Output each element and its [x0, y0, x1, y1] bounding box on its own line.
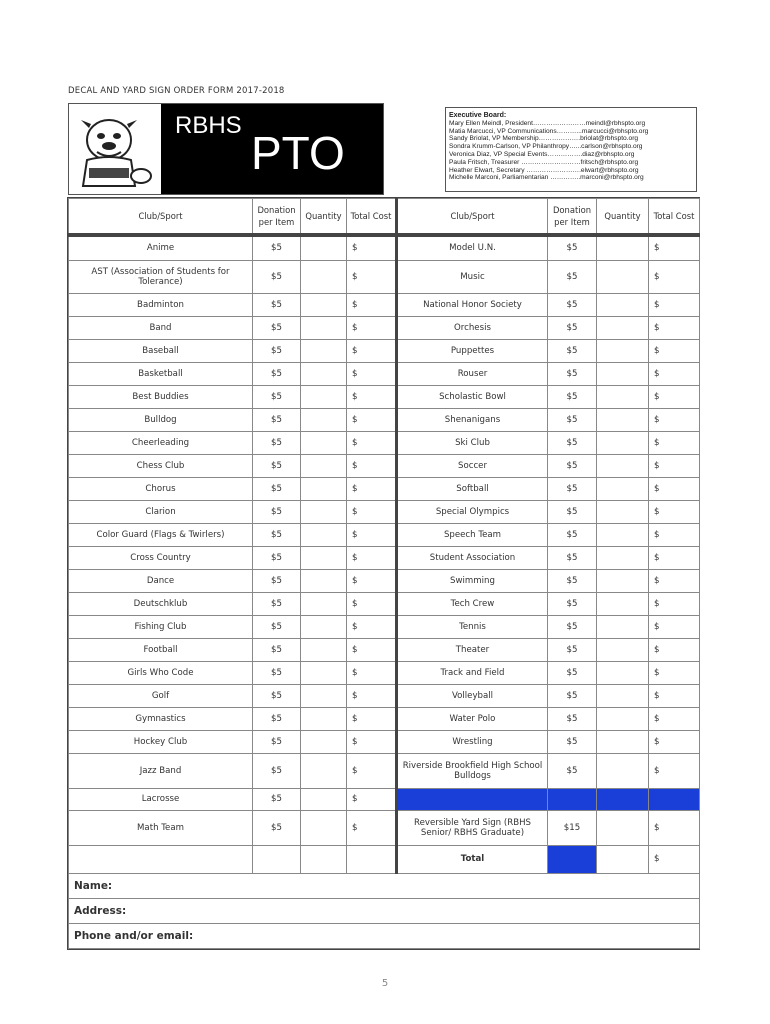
donation-price: $5 — [548, 615, 597, 638]
quantity-input[interactable] — [597, 661, 649, 684]
donation-price: $5 — [548, 523, 597, 546]
donation-price: $5 — [548, 235, 597, 260]
club-name: Scholastic Bowl — [397, 385, 548, 408]
total-cost-cell[interactable]: $ — [649, 615, 700, 638]
table-row — [69, 362, 700, 385]
club-name: Water Polo — [397, 707, 548, 730]
table-row — [69, 707, 700, 730]
table-row — [69, 408, 700, 431]
logo-banner — [161, 104, 383, 194]
quantity-input[interactable] — [597, 523, 649, 546]
quantity-input[interactable] — [597, 477, 649, 500]
donation-price: $5 — [253, 454, 301, 477]
club-name: National Honor Society — [397, 293, 548, 316]
total-cost-cell[interactable]: $ — [347, 638, 397, 661]
quantity-input[interactable] — [301, 810, 347, 845]
highlight-cell — [548, 788, 597, 810]
total-cost-cell[interactable]: $ — [347, 500, 397, 523]
club-name: Jazz Band — [69, 753, 253, 788]
quantity-input[interactable] — [301, 523, 347, 546]
donation-price: $5 — [253, 615, 301, 638]
club-name: Badminton — [69, 293, 253, 316]
quantity-input[interactable] — [597, 615, 649, 638]
total-cost-cell[interactable]: $ — [347, 730, 397, 753]
total-cost-cell[interactable]: $ — [649, 684, 700, 707]
board-member-line: Michelle Marconi, Parliamentarian …………..marconi@rbhspto.org — [449, 174, 644, 182]
club-name: Clarion — [69, 500, 253, 523]
table-row — [69, 523, 700, 546]
total-row — [69, 845, 700, 873]
total-cost-cell[interactable]: $ — [649, 592, 700, 615]
donation-price: $5 — [253, 385, 301, 408]
donation-price: $5 — [548, 260, 597, 293]
donation-price: $15 — [548, 810, 597, 845]
quantity-input[interactable] — [301, 316, 347, 339]
total-cost-cell[interactable]: $ — [649, 235, 700, 260]
table-row — [69, 592, 700, 615]
club-name: Girls Who Code — [69, 661, 253, 684]
club-name: Orchesis — [397, 316, 548, 339]
quantity-input[interactable] — [597, 684, 649, 707]
quantity-input[interactable] — [301, 546, 347, 569]
board-member-line: Paula Fritsch, Treasurer ………………………fritsch@rbhspto.org — [449, 158, 639, 166]
total-row-blank — [253, 845, 301, 873]
table-row — [69, 684, 700, 707]
donation-price: $5 — [548, 753, 597, 788]
donation-price: $5 — [253, 707, 301, 730]
bulldog-mascot-icon — [75, 110, 157, 190]
table-row — [69, 316, 700, 339]
total-cost-cell[interactable]: $ — [649, 810, 700, 845]
club-name: Swimming — [397, 569, 548, 592]
donation-price: $5 — [253, 684, 301, 707]
quantity-input[interactable] — [597, 707, 649, 730]
contact-row[interactable] — [69, 923, 700, 948]
table-row — [69, 753, 700, 788]
club-name: Puppettes — [397, 339, 548, 362]
donation-price: $5 — [548, 477, 597, 500]
total-cost-cell[interactable]: $ — [347, 684, 397, 707]
donation-price: $5 — [253, 569, 301, 592]
quantity-input[interactable] — [301, 788, 347, 810]
table-row — [69, 810, 700, 845]
total-cost-cell[interactable]: $ — [649, 500, 700, 523]
header-club-right: Club/Sport — [397, 199, 548, 236]
table-row — [69, 500, 700, 523]
total-label: Total — [397, 845, 548, 873]
club-name: Tennis — [397, 615, 548, 638]
quantity-input[interactable] — [301, 753, 347, 788]
club-name: Hockey Club — [69, 730, 253, 753]
total-highlight-cell — [548, 845, 597, 873]
quantity-input[interactable] — [301, 730, 347, 753]
quantity-input[interactable] — [301, 454, 347, 477]
donation-price: $5 — [548, 569, 597, 592]
total-cost-cell[interactable]: $ — [649, 707, 700, 730]
table-row — [69, 293, 700, 316]
club-name: Anime — [69, 235, 253, 260]
total-row-blank — [347, 845, 397, 873]
club-name: Ski Club — [397, 431, 548, 454]
total-cost-cell[interactable]: $ — [649, 408, 700, 431]
total-cost-cell[interactable]: $ — [347, 235, 397, 260]
table-row — [69, 788, 700, 810]
header-donation-left: Donation per Item — [253, 199, 301, 236]
donation-price: $5 — [253, 661, 301, 684]
table-row — [69, 235, 700, 260]
club-name: AST (Association of Students for Tolerance) — [69, 260, 253, 293]
donation-price: $5 — [253, 431, 301, 454]
donation-price: $5 — [548, 661, 597, 684]
table-header-row — [69, 199, 700, 236]
executive-board-title: Executive Board: — [449, 112, 507, 119]
total-cost-cell[interactable]: $ — [347, 523, 397, 546]
total-cost-cell[interactable]: $ — [347, 707, 397, 730]
donation-price: $5 — [548, 339, 597, 362]
donation-price: $5 — [253, 316, 301, 339]
club-name: Golf — [69, 684, 253, 707]
donation-price: $5 — [548, 293, 597, 316]
header-club-left: Club/Sport — [69, 199, 253, 236]
total-cost-cell[interactable]: $ — [347, 788, 397, 810]
donation-price: $5 — [548, 408, 597, 431]
logo-rbhs-text: RBHS — [175, 112, 242, 139]
donation-price: $5 — [253, 235, 301, 260]
highlight-cell — [649, 788, 700, 810]
donation-price: $5 — [548, 546, 597, 569]
total-cost-cell[interactable]: $ — [649, 661, 700, 684]
table-row — [69, 260, 700, 293]
total-cost-cell[interactable]: $ — [347, 316, 397, 339]
donation-price: $5 — [253, 546, 301, 569]
quantity-input[interactable] — [597, 431, 649, 454]
quantity-input[interactable] — [597, 569, 649, 592]
header-quantity-right: Quantity — [597, 199, 649, 236]
donation-price: $5 — [548, 707, 597, 730]
quantity-input[interactable] — [301, 385, 347, 408]
total-cost-cell[interactable]: $ — [347, 431, 397, 454]
quantity-input[interactable] — [301, 431, 347, 454]
quantity-input[interactable] — [597, 385, 649, 408]
club-name: Dance — [69, 569, 253, 592]
quantity-input[interactable] — [301, 477, 347, 500]
rbhs-pto-logo — [68, 103, 384, 195]
quantity-input[interactable] — [597, 260, 649, 293]
page-number: 5 — [381, 978, 389, 989]
address-row[interactable] — [69, 898, 700, 923]
donation-price: $5 — [253, 260, 301, 293]
total-cost-cell[interactable]: $ — [347, 546, 397, 569]
donation-price: $5 — [253, 788, 301, 810]
club-name: Tech Crew — [397, 592, 548, 615]
donation-price: $5 — [548, 454, 597, 477]
club-name: Lacrosse — [69, 788, 253, 810]
donation-price: $5 — [253, 523, 301, 546]
table-row — [69, 569, 700, 592]
club-name: Band — [69, 316, 253, 339]
board-member-line: Sandy Briolat, VP Membership……………….briolat@rbhspto.org — [449, 135, 639, 143]
quantity-input[interactable] — [301, 638, 347, 661]
quantity-input[interactable] — [301, 260, 347, 293]
quantity-input[interactable] — [597, 235, 649, 260]
club-name: Basketball — [69, 362, 253, 385]
table-row — [69, 431, 700, 454]
club-name: Best Buddies — [69, 385, 253, 408]
club-name: Music — [397, 260, 548, 293]
total-cost-cell[interactable]: $ — [347, 615, 397, 638]
donation-price: $5 — [253, 592, 301, 615]
order-rows — [69, 235, 700, 845]
total-cost-cell[interactable]: $ — [347, 385, 397, 408]
donation-price: $5 — [548, 431, 597, 454]
club-name: Deutschklub — [69, 592, 253, 615]
total-cost-cell[interactable]: $ — [649, 477, 700, 500]
total-cost-cell[interactable]: $ — [347, 260, 397, 293]
club-name: Baseball — [69, 339, 253, 362]
total-cost-cell[interactable]: $ — [347, 569, 397, 592]
donation-price: $5 — [253, 500, 301, 523]
club-name: Cross Country — [69, 546, 253, 569]
total-cost-cell[interactable]: $ — [649, 454, 700, 477]
total-cost-cell[interactable]: $ — [347, 661, 397, 684]
total-cost-cell[interactable]: $ — [347, 339, 397, 362]
quantity-input[interactable] — [301, 339, 347, 362]
board-member-line: Mary Ellen Meindl, President……………………meindl@rbhspto.org — [449, 119, 646, 127]
quantity-input[interactable] — [301, 707, 347, 730]
club-name: Wrestling — [397, 730, 548, 753]
board-member-line: Matia Marcucci, VP Communications………...marcucci@rbhspto.org — [449, 127, 649, 135]
club-name: Student Association — [397, 546, 548, 569]
name-field[interactable]: Name: — [69, 873, 700, 898]
donation-price: $5 — [253, 810, 301, 845]
quantity-input[interactable] — [597, 753, 649, 788]
donation-price: $5 — [253, 477, 301, 500]
header-total-left: Total Cost — [347, 199, 397, 236]
header-quantity-left: Quantity — [301, 199, 347, 236]
total-cost-cell[interactable]: $ — [347, 753, 397, 788]
quantity-input[interactable] — [301, 569, 347, 592]
total-cost-cell[interactable]: $ — [649, 385, 700, 408]
total-quantity-cell[interactable] — [597, 845, 649, 873]
header-donation-right: Donation per Item — [548, 199, 597, 236]
donation-price: $5 — [253, 408, 301, 431]
order-form — [67, 197, 700, 950]
donation-price: $5 — [548, 592, 597, 615]
total-cost-cell[interactable]: $ — [347, 408, 397, 431]
quantity-input[interactable] — [301, 235, 347, 260]
total-cost-cell[interactable]: $ — [649, 753, 700, 788]
donation-price: $5 — [548, 638, 597, 661]
quantity-input[interactable] — [597, 362, 649, 385]
quantity-input[interactable] — [597, 408, 649, 431]
club-name: Chorus — [69, 477, 253, 500]
name-row[interactable] — [69, 873, 700, 898]
total-cost-cell[interactable]: $ — [347, 293, 397, 316]
club-name: Football — [69, 638, 253, 661]
club-name: Fishing Club — [69, 615, 253, 638]
club-name: Gymnastics — [69, 707, 253, 730]
executive-board — [445, 107, 697, 192]
total-cost-cell[interactable]: $ — [347, 454, 397, 477]
table-row — [69, 615, 700, 638]
donation-price: $5 — [253, 293, 301, 316]
club-name: Track and Field — [397, 661, 548, 684]
grand-total-cell[interactable]: $ — [649, 845, 700, 873]
total-cost-cell[interactable]: $ — [649, 362, 700, 385]
quantity-input[interactable] — [301, 500, 347, 523]
board-member-line: Sondra Krumm-Carlson, VP Philanthropy…...carlson@rbhspto.org — [449, 143, 643, 151]
quantity-input[interactable] — [597, 316, 649, 339]
logo-pto-text: PTO — [251, 127, 345, 179]
total-cost-cell[interactable]: $ — [649, 293, 700, 316]
quantity-input[interactable] — [301, 592, 347, 615]
club-name: Model U.N. — [397, 235, 548, 260]
form-title: DECAL AND YARD SIGN ORDER FORM 2017-2018 — [68, 86, 285, 96]
total-cost-cell[interactable]: $ — [649, 569, 700, 592]
executive-board-list — [449, 120, 696, 182]
donation-price: $5 — [548, 730, 597, 753]
total-cost-cell[interactable]: $ — [347, 810, 397, 845]
table-row — [69, 454, 700, 477]
header-total-right: Total Cost — [649, 199, 700, 236]
quantity-input[interactable] — [597, 638, 649, 661]
quantity-input[interactable] — [597, 730, 649, 753]
club-name: Shenanigans — [397, 408, 548, 431]
donation-price: $5 — [253, 753, 301, 788]
club-name: Rouser — [397, 362, 548, 385]
quantity-input[interactable] — [301, 615, 347, 638]
total-row-blank — [301, 845, 347, 873]
donation-price: $5 — [548, 316, 597, 339]
donation-price: $5 — [253, 362, 301, 385]
highlight-cell — [397, 788, 548, 810]
total-cost-cell[interactable]: $ — [649, 523, 700, 546]
quantity-input[interactable] — [597, 454, 649, 477]
donation-price: $5 — [253, 638, 301, 661]
phone-email-field[interactable]: Phone and/or email: — [69, 923, 700, 948]
club-name: Color Guard (Flags & Twirlers) — [69, 523, 253, 546]
quantity-input[interactable] — [301, 684, 347, 707]
table-row — [69, 638, 700, 661]
donation-price: $5 — [253, 339, 301, 362]
club-name: Volleyball — [397, 684, 548, 707]
club-name: Bulldog — [69, 408, 253, 431]
club-name: Special Olympics — [397, 500, 548, 523]
club-name: Theater — [397, 638, 548, 661]
quantity-input[interactable] — [597, 810, 649, 845]
quantity-input[interactable] — [597, 500, 649, 523]
total-cost-cell[interactable]: $ — [649, 316, 700, 339]
table-row — [69, 385, 700, 408]
board-member-line: Heather Elwart, Secretary …………………….elwart@rbhspto.org — [449, 166, 639, 174]
club-name: Reversible Yard Sign (RBHS Senior/ RBHS Graduate) — [397, 810, 548, 845]
total-cost-cell[interactable]: $ — [347, 477, 397, 500]
address-field[interactable]: Address: — [69, 898, 700, 923]
total-cost-cell[interactable]: $ — [649, 730, 700, 753]
quantity-input[interactable] — [301, 408, 347, 431]
table-row — [69, 339, 700, 362]
quantity-input[interactable] — [597, 546, 649, 569]
quantity-input[interactable] — [597, 592, 649, 615]
donation-price: $5 — [548, 500, 597, 523]
total-cost-cell[interactable]: $ — [347, 362, 397, 385]
donation-price: $5 — [548, 684, 597, 707]
club-name: Soccer — [397, 454, 548, 477]
club-name: Chess Club — [69, 454, 253, 477]
quantity-input[interactable] — [597, 339, 649, 362]
total-cost-cell[interactable]: $ — [649, 339, 700, 362]
board-member-line: Veronica Diaz, VP Special Events…………….diaz@rbhspto.org — [449, 150, 635, 158]
table-row — [69, 730, 700, 753]
table-row — [69, 477, 700, 500]
quantity-input[interactable] — [597, 293, 649, 316]
club-name: Cheerleading — [69, 431, 253, 454]
donation-price: $5 — [548, 385, 597, 408]
table-row — [69, 546, 700, 569]
donation-price: $5 — [253, 730, 301, 753]
quantity-input[interactable] — [301, 661, 347, 684]
quantity-input[interactable] — [301, 362, 347, 385]
club-name: Riverside Brookfield High School Bulldogs — [397, 753, 548, 788]
club-name: Speech Team — [397, 523, 548, 546]
total-cost-cell[interactable]: $ — [649, 431, 700, 454]
total-row-blank — [69, 845, 253, 873]
total-cost-cell[interactable]: $ — [649, 260, 700, 293]
quantity-input[interactable] — [301, 293, 347, 316]
club-name: Math Team — [69, 810, 253, 845]
highlight-cell — [597, 788, 649, 810]
total-cost-cell[interactable]: $ — [649, 546, 700, 569]
donation-price: $5 — [548, 362, 597, 385]
table-row — [69, 661, 700, 684]
club-name: Softball — [397, 477, 548, 500]
total-cost-cell[interactable]: $ — [347, 592, 397, 615]
order-table — [68, 198, 700, 949]
total-cost-cell[interactable]: $ — [649, 638, 700, 661]
